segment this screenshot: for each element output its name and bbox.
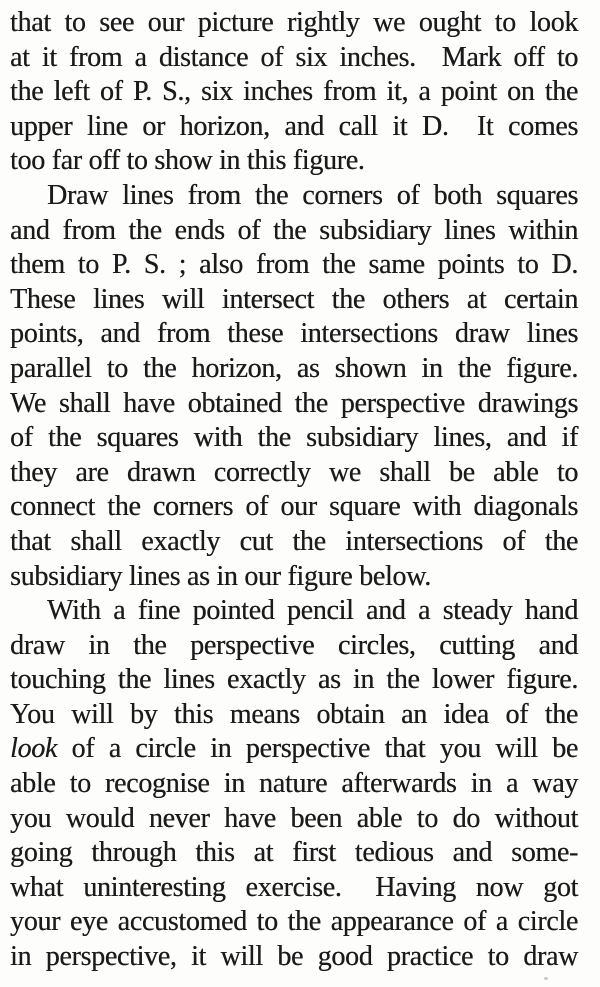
text-line: We shall have obtained the perspective drawings [10, 387, 578, 419]
text-line: the left of P. S., six inches from it, a point on the [10, 76, 578, 108]
italic-word: look [10, 733, 58, 765]
text-line: touching the lines exactly as in the lower figure. [10, 664, 578, 696]
text-line: subsidiary lines as in our figure below. [10, 560, 431, 592]
paragraph-3 [10, 594, 578, 975]
text-line: With a fine pointed pencil and a steady hand [47, 595, 578, 627]
text-line: parallel to the horizon, as shown in the figure. [10, 352, 578, 384]
paragraph-2 [10, 179, 578, 594]
text-line: draw in the perspective circles, cutting and [10, 629, 578, 661]
paragraph-1 [10, 6, 578, 179]
text-line: them to P. S. ; also from the same points to D. [10, 249, 578, 281]
text-line: your eye accustomed to the appearance of a circle [10, 906, 578, 938]
text-line: you would never have been able to do without [10, 802, 578, 834]
text-line: points, and from these intersections draw lines [10, 318, 578, 350]
text-line: at it from a distance of six inches. Mark off to [10, 41, 578, 73]
page-text-block [10, 6, 578, 975]
text-line: of the squares with the subsidiary lines, and if [10, 422, 578, 454]
text-line-rest: of a circle in perspective that you will be [57, 733, 578, 765]
scan-speck [544, 977, 548, 980]
text-line: in perspective, it will be good practice to draw [10, 941, 578, 973]
text-line: You will by this means obtain an idea of the [10, 698, 578, 730]
text-line: These lines will intersect the others at certain [10, 283, 578, 315]
text-line: able to recognise in nature afterwards in a way [10, 768, 578, 800]
text-line: they are drawn correctly we shall be able to [10, 456, 578, 488]
text-line: Draw lines from the corners of both squares [47, 179, 578, 211]
text-line: too far off to show in this figure. [10, 145, 365, 177]
text-line: that to see our picture rightly we ought to look [10, 7, 578, 38]
text-line: and from the ends of the subsidiary lines within [10, 214, 578, 246]
text-line: that shall exactly cut the intersections of the [10, 525, 578, 557]
text-line: connect the corners of our square with diagonals [10, 491, 578, 523]
text-line: upper line or horizon, and call it D. It comes [10, 110, 578, 142]
text-line [10, 732, 578, 767]
text-line: going through this at first tedious and some- [10, 837, 578, 869]
text-line: what uninteresting exercise. Having now got [10, 871, 578, 903]
